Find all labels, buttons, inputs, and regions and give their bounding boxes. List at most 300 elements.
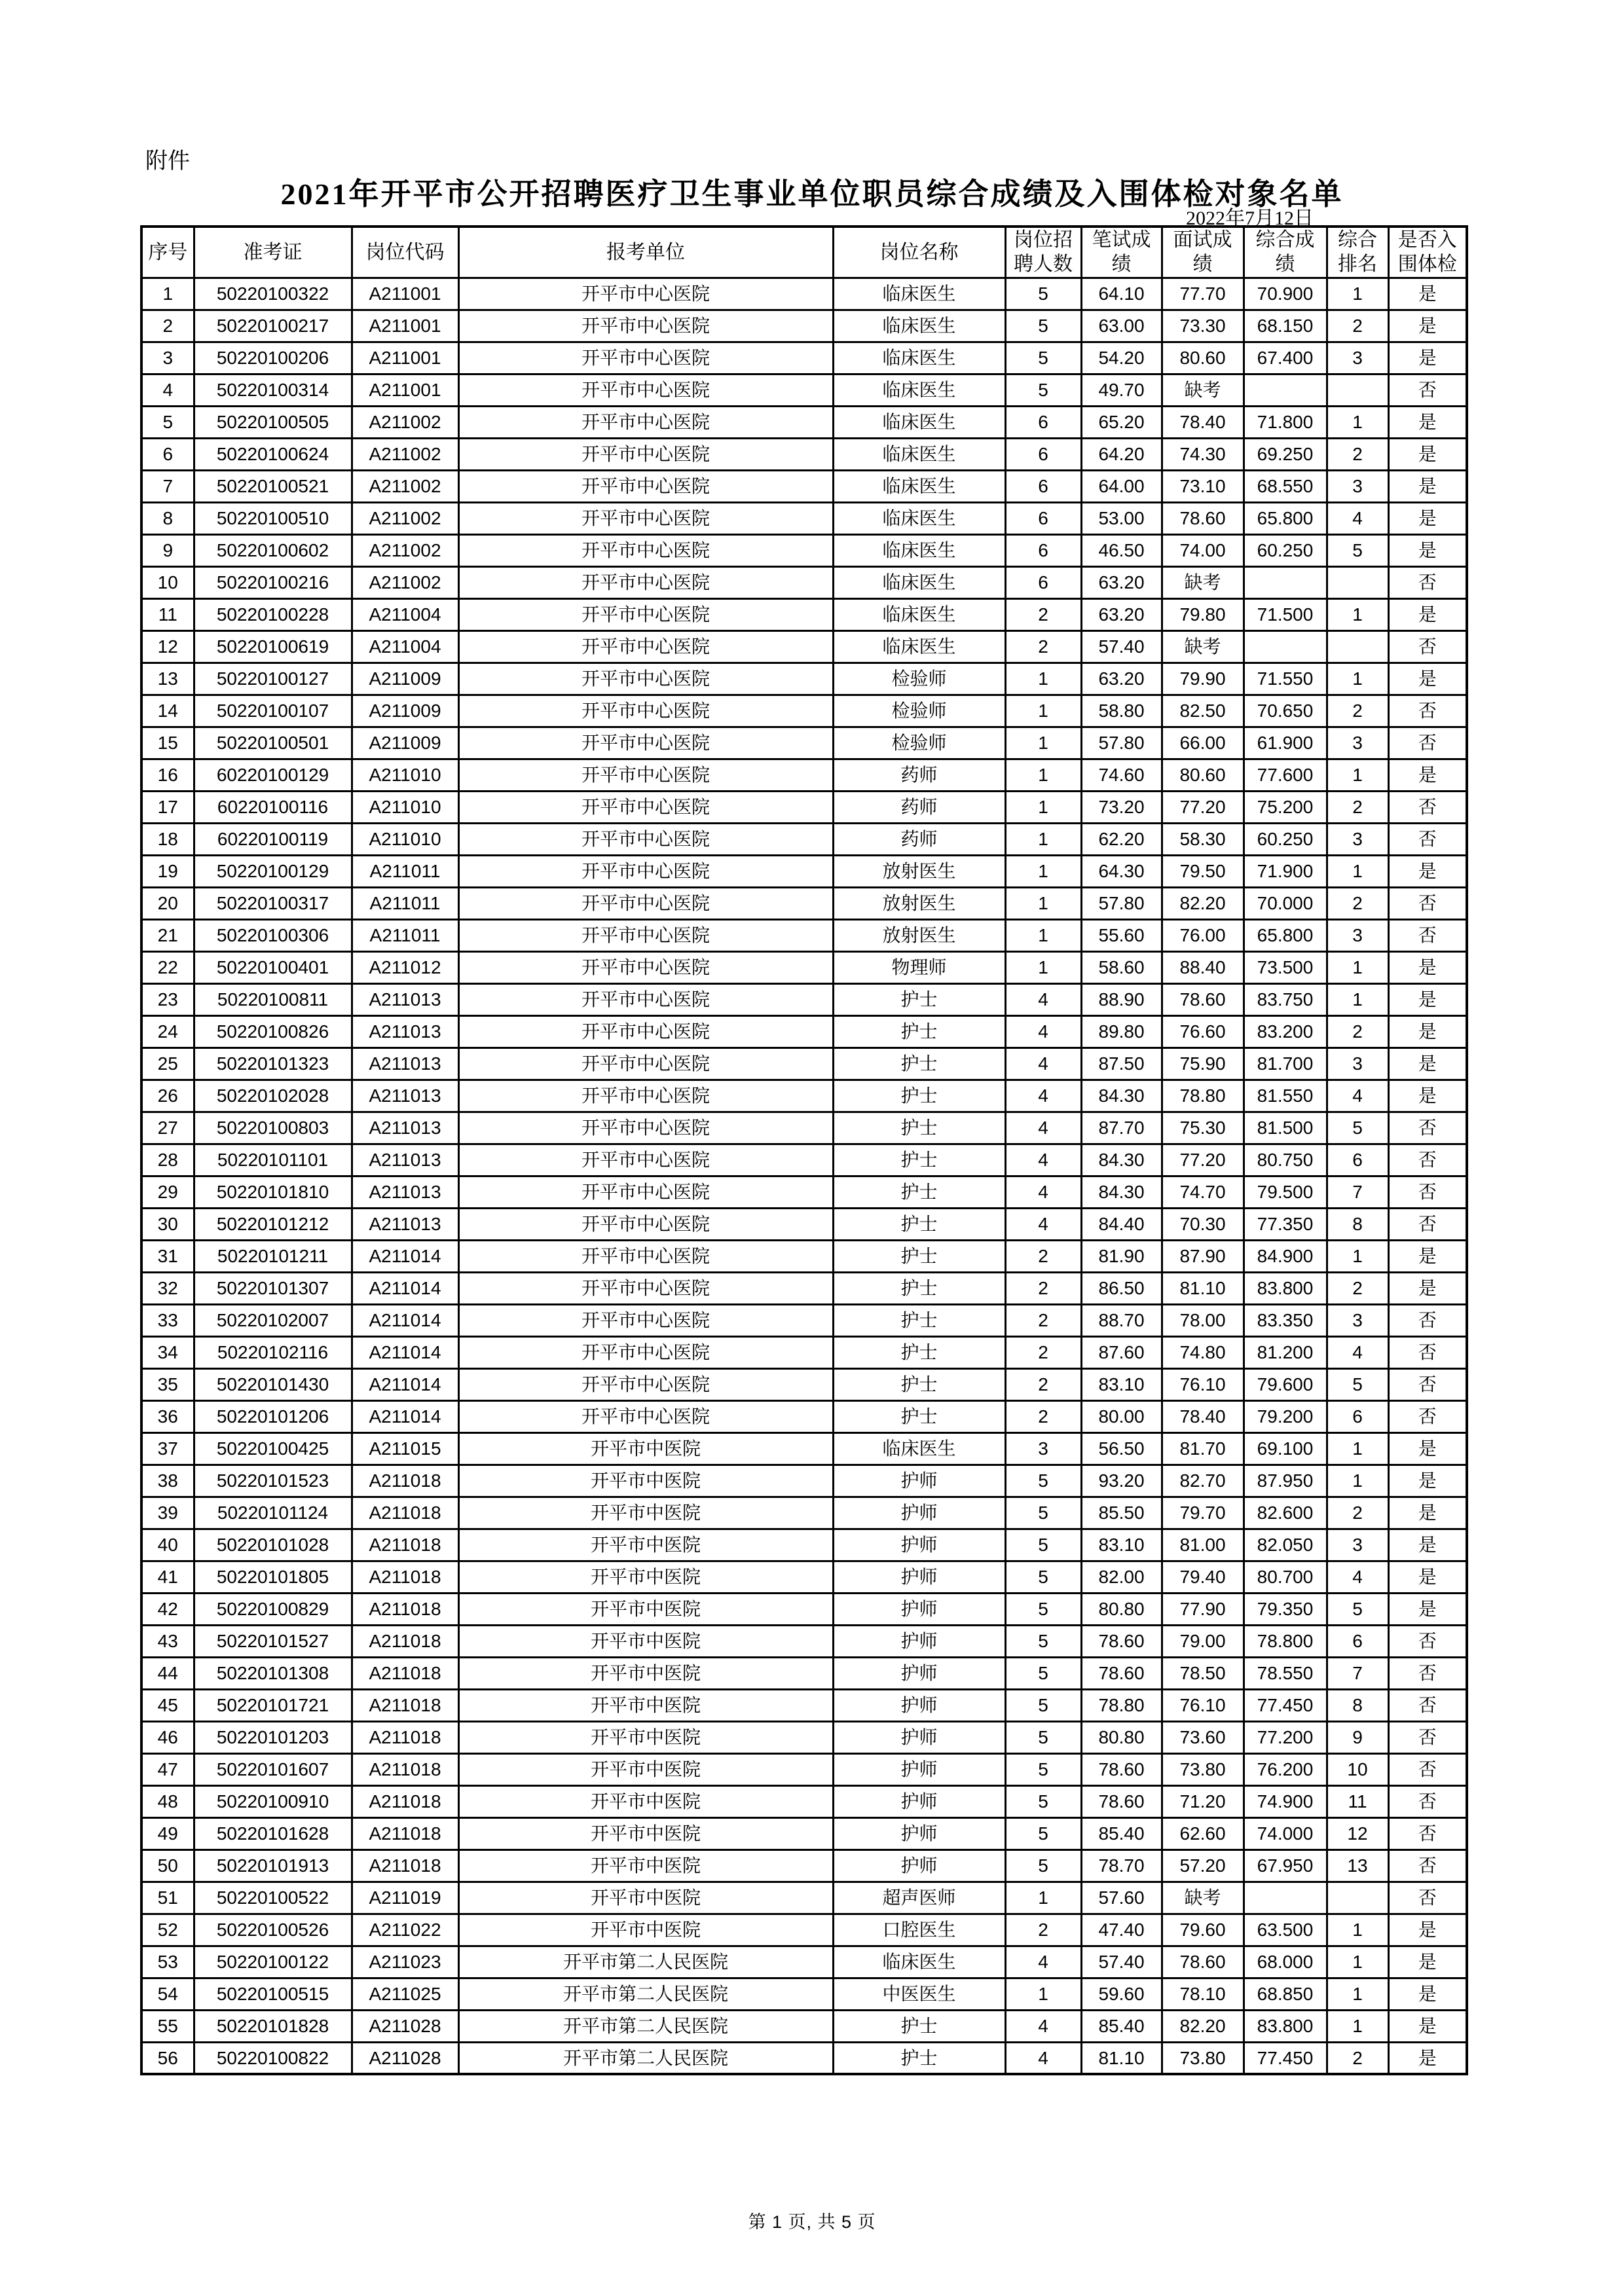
table-cell: 22 [141, 951, 194, 983]
table-cell: 1 [1327, 406, 1388, 438]
table-row [141, 1689, 1467, 1721]
table-cell [1327, 566, 1388, 598]
table-cell: 5 [1005, 1529, 1081, 1561]
table-cell: 5 [1005, 1593, 1081, 1625]
table-cell: 57.40 [1081, 630, 1162, 663]
table-cell: 12 [1327, 1817, 1388, 1850]
table-cell: 护师 [833, 1465, 1005, 1497]
table-cell: 否 [1388, 1336, 1467, 1368]
table-cell: A211013 [352, 1144, 458, 1176]
table-cell: 58.80 [1081, 695, 1162, 727]
table-cell: 79.00 [1162, 1625, 1244, 1657]
table-cell: 76.00 [1162, 919, 1244, 951]
table-cell: 1 [1005, 823, 1081, 855]
table-cell: 开平市中心医院 [458, 663, 833, 695]
table-cell: 超声医师 [833, 1882, 1005, 1914]
table-cell: 开平市中心医院 [458, 823, 833, 855]
table-cell: 53.00 [1081, 502, 1162, 534]
table-cell: A211028 [352, 2010, 458, 2042]
table-cell: 81.90 [1081, 1240, 1162, 1272]
table-cell: 护师 [833, 1689, 1005, 1721]
table-cell: 临床医生 [833, 1946, 1005, 1978]
table-cell: 82.600 [1244, 1497, 1327, 1529]
table-cell: 是 [1388, 855, 1467, 887]
table-cell: 50220100216 [194, 566, 352, 598]
table-cell: 2 [1005, 1240, 1081, 1272]
table-cell: A211001 [352, 374, 458, 406]
table-cell: A211019 [352, 1882, 458, 1914]
table-cell: 84.30 [1081, 1176, 1162, 1208]
table-cell: 5 [1005, 1465, 1081, 1497]
table-cell: 2 [1005, 598, 1081, 630]
table-cell: A211018 [352, 1657, 458, 1689]
table-cell: 74.60 [1081, 759, 1162, 791]
table-cell: 2 [1005, 630, 1081, 663]
table-cell: 2 [1327, 2042, 1388, 2074]
table-row [141, 374, 1467, 406]
table-cell: 开平市第二人民医院 [458, 1978, 833, 2010]
table-cell: 57.40 [1081, 1946, 1162, 1978]
table-cell: 77.600 [1244, 759, 1327, 791]
table-cell: 开平市中医院 [458, 1721, 833, 1753]
table-cell: 84.40 [1081, 1208, 1162, 1240]
table-cell: 是 [1388, 502, 1467, 534]
table-cell: A211004 [352, 630, 458, 663]
table-cell: 39 [141, 1497, 194, 1529]
table-cell: 开平市中心医院 [458, 566, 833, 598]
table-cell: 55 [141, 2010, 194, 2042]
table-cell: 是 [1388, 342, 1467, 374]
table-cell: 50220101206 [194, 1400, 352, 1432]
table-cell: 60.250 [1244, 534, 1327, 566]
table-cell: 63.500 [1244, 1914, 1327, 1946]
table-cell: A211014 [352, 1304, 458, 1336]
table-cell: 23 [141, 983, 194, 1015]
table-cell: 80.60 [1162, 759, 1244, 791]
table-cell: 83.800 [1244, 2010, 1327, 2042]
date-label: 2022年7月12日 [1186, 208, 1314, 229]
table-cell: 76.60 [1162, 1015, 1244, 1048]
table-row [141, 1946, 1467, 1978]
table-cell: 70.650 [1244, 695, 1327, 727]
table-cell: A211002 [352, 534, 458, 566]
table-cell: 是 [1388, 1465, 1467, 1497]
table-cell: 83.800 [1244, 1272, 1327, 1304]
table-cell: 58.60 [1081, 951, 1162, 983]
table-cell: 84.900 [1244, 1240, 1327, 1272]
table-cell: 是 [1388, 1978, 1467, 2010]
table-cell: 61.900 [1244, 727, 1327, 759]
table-cell: 77.20 [1162, 791, 1244, 823]
table-cell: 4 [1005, 1208, 1081, 1240]
table-cell: A211009 [352, 727, 458, 759]
column-header: 综合成绩 [1244, 227, 1327, 278]
table-cell: 4 [1005, 1048, 1081, 1080]
table-cell: 2 [1005, 1304, 1081, 1336]
table-cell: 开平市中心医院 [458, 438, 833, 470]
table-cell: 65.800 [1244, 502, 1327, 534]
table-cell: 50220100306 [194, 919, 352, 951]
table-cell: 73.80 [1162, 2042, 1244, 2074]
table-cell [1244, 630, 1327, 663]
table-cell: 1 [1005, 855, 1081, 887]
table-cell: 是 [1388, 1529, 1467, 1561]
table-cell: 74.000 [1244, 1817, 1327, 1850]
table-cell: 59.60 [1081, 1978, 1162, 2010]
table-cell: 1 [1005, 791, 1081, 823]
table-row [141, 2010, 1467, 2042]
table-cell: 5 [141, 406, 194, 438]
table-cell: 临床医生 [833, 310, 1005, 342]
table-cell: 开平市中心医院 [458, 983, 833, 1015]
table-cell: 50220100602 [194, 534, 352, 566]
table-cell: 50220100501 [194, 727, 352, 759]
table-row [141, 1561, 1467, 1593]
table-cell: 口腔医生 [833, 1914, 1005, 1946]
table-cell: 47 [141, 1753, 194, 1785]
table-cell: 否 [1388, 1689, 1467, 1721]
table-cell: 开平市中心医院 [458, 1336, 833, 1368]
table-cell: 25 [141, 1048, 194, 1080]
table-cell: 54 [141, 1978, 194, 2010]
table-cell: 1 [1327, 759, 1388, 791]
table-cell: 62.60 [1162, 1817, 1244, 1850]
table-row [141, 1753, 1467, 1785]
table-cell: 21 [141, 919, 194, 951]
table-cell: 78.60 [1081, 1785, 1162, 1817]
table-cell: 60220100119 [194, 823, 352, 855]
column-header: 岗位招聘人数 [1005, 227, 1081, 278]
table-cell: 4 [1005, 1144, 1081, 1176]
table-cell: 66.00 [1162, 727, 1244, 759]
table-cell: 13 [141, 663, 194, 695]
table-cell: 6 [141, 438, 194, 470]
table-cell: 否 [1388, 374, 1467, 406]
table-cell: A211002 [352, 406, 458, 438]
table-cell: 是 [1388, 598, 1467, 630]
table-cell: A211011 [352, 887, 458, 919]
table-cell: 80.750 [1244, 1144, 1327, 1176]
table-row [141, 983, 1467, 1015]
table-cell: 5 [1005, 1689, 1081, 1721]
table-cell: 69.100 [1244, 1432, 1327, 1465]
table-cell: 67.400 [1244, 342, 1327, 374]
table-cell: 55.60 [1081, 919, 1162, 951]
table-cell: 20 [141, 887, 194, 919]
table-cell: 5 [1005, 1497, 1081, 1529]
table-cell: 68.000 [1244, 1946, 1327, 1978]
table-cell: 缺考 [1162, 374, 1244, 406]
table-cell: 89.80 [1081, 1015, 1162, 1048]
table-cell: 护士 [833, 1336, 1005, 1368]
table-cell: 护士 [833, 1144, 1005, 1176]
table-cell: 临床医生 [833, 566, 1005, 598]
table-cell: 86.50 [1081, 1272, 1162, 1304]
table-cell: 93.20 [1081, 1465, 1162, 1497]
table-cell: 50220100515 [194, 1978, 352, 2010]
table-cell: 76.10 [1162, 1368, 1244, 1400]
table-cell: 检验师 [833, 663, 1005, 695]
table-cell: 临床医生 [833, 342, 1005, 374]
table-cell: 9 [1327, 1721, 1388, 1753]
table-cell: 是 [1388, 1914, 1467, 1946]
table-cell: 80.80 [1081, 1593, 1162, 1625]
table-cell: 30 [141, 1208, 194, 1240]
table-cell: 护士 [833, 1112, 1005, 1144]
table-cell: 开平市第二人民医院 [458, 2042, 833, 2074]
table-cell: 4 [1005, 1112, 1081, 1144]
table-cell: 1 [1327, 1465, 1388, 1497]
table-cell: A211013 [352, 1015, 458, 1048]
column-header: 是否入围体检 [1388, 227, 1467, 278]
table-cell: 护士 [833, 1368, 1005, 1400]
table-cell: 4 [1327, 1080, 1388, 1112]
table-cell: 护师 [833, 1497, 1005, 1529]
table-cell: 临床医生 [833, 374, 1005, 406]
table-cell: 35 [141, 1368, 194, 1400]
table-cell: 64.10 [1081, 278, 1162, 310]
table-cell: 3 [1327, 342, 1388, 374]
table-cell: 1 [1327, 663, 1388, 695]
table-row [141, 1978, 1467, 2010]
table-cell: 87.950 [1244, 1465, 1327, 1497]
table-cell: 50220100510 [194, 502, 352, 534]
table-cell: 77.450 [1244, 2042, 1327, 2074]
table-cell: 是 [1388, 470, 1467, 502]
table-cell: 60220100129 [194, 759, 352, 791]
table-cell: 70.000 [1244, 887, 1327, 919]
table-cell: A211012 [352, 951, 458, 983]
table-cell: 79.350 [1244, 1593, 1327, 1625]
table-cell: 48 [141, 1785, 194, 1817]
table-cell: 开平市中医院 [458, 1882, 833, 1914]
table-cell: 26 [141, 1080, 194, 1112]
table-cell: 13 [1327, 1850, 1388, 1882]
table-cell: A211002 [352, 470, 458, 502]
table-cell: 是 [1388, 1432, 1467, 1465]
table-cell: 检验师 [833, 695, 1005, 727]
table-cell: 50220101721 [194, 1689, 352, 1721]
table-cell: 1 [1005, 759, 1081, 791]
table-cell: 60220100116 [194, 791, 352, 823]
table-cell: 75.200 [1244, 791, 1327, 823]
table-row [141, 566, 1467, 598]
table-cell: 77.450 [1244, 1689, 1327, 1721]
table-cell: 2 [1005, 1336, 1081, 1368]
table-cell: 27 [141, 1112, 194, 1144]
table-cell: 5 [1005, 1785, 1081, 1817]
table-cell: 79.40 [1162, 1561, 1244, 1593]
table-cell: 5 [1005, 1753, 1081, 1785]
table-cell: 50220101308 [194, 1657, 352, 1689]
table-cell: 2 [1327, 1497, 1388, 1529]
table-cell: 1 [1327, 1432, 1388, 1465]
table-cell: 43 [141, 1625, 194, 1657]
table-cell: 78.60 [1162, 983, 1244, 1015]
table-cell: 物理师 [833, 951, 1005, 983]
table-cell: 3 [1327, 919, 1388, 951]
table-cell: 开平市中心医院 [458, 1272, 833, 1304]
table-cell: 81.10 [1081, 2042, 1162, 2074]
table-row [141, 727, 1467, 759]
table-cell: 开平市中医院 [458, 1593, 833, 1625]
table-cell: 开平市中心医院 [458, 887, 833, 919]
table-cell: A211014 [352, 1272, 458, 1304]
table-cell: 50220101805 [194, 1561, 352, 1593]
table-cell: 71.900 [1244, 855, 1327, 887]
table-cell: 50220100425 [194, 1432, 352, 1465]
table-row [141, 1465, 1467, 1497]
table-row [141, 1497, 1467, 1529]
table-cell: 是 [1388, 310, 1467, 342]
table-cell: 5 [1327, 534, 1388, 566]
table-cell: 护士 [833, 1048, 1005, 1080]
table-cell: 79.70 [1162, 1497, 1244, 1529]
table-cell: 65.20 [1081, 406, 1162, 438]
table-cell: 开平市中心医院 [458, 470, 833, 502]
table-cell: 1 [1005, 919, 1081, 951]
table-cell: 开平市中心医院 [458, 1144, 833, 1176]
table-cell: 开平市中心医院 [458, 791, 833, 823]
table-row [141, 1432, 1467, 1465]
table-cell: 74.900 [1244, 1785, 1327, 1817]
table-cell: 护师 [833, 1785, 1005, 1817]
table-cell: 78.60 [1162, 502, 1244, 534]
table-cell: 50220101307 [194, 1272, 352, 1304]
table-cell: 78.80 [1081, 1689, 1162, 1721]
table-cell: 57.80 [1081, 727, 1162, 759]
table-cell: 开平市中医院 [458, 1625, 833, 1657]
table-cell: 78.50 [1162, 1657, 1244, 1689]
table-cell: 50220100521 [194, 470, 352, 502]
table-row [141, 534, 1467, 566]
table-cell: 1 [1005, 1882, 1081, 1914]
table-row [141, 1144, 1467, 1176]
table-cell: 10 [141, 566, 194, 598]
table-cell: 16 [141, 759, 194, 791]
table-cell: 开平市第二人民医院 [458, 1946, 833, 1978]
table-cell: 65.800 [1244, 919, 1327, 951]
table-cell: 2 [1005, 1914, 1081, 1946]
table-cell: 50220100619 [194, 630, 352, 663]
table-cell: 4 [1005, 1946, 1081, 1978]
table-cell: 是 [1388, 534, 1467, 566]
table-cell: 开平市中医院 [458, 1465, 833, 1497]
table-cell: 57.80 [1081, 887, 1162, 919]
table-cell: A211013 [352, 983, 458, 1015]
table-cell: 78.60 [1081, 1657, 1162, 1689]
table-cell: 开平市第二人民医院 [458, 2010, 833, 2042]
table-cell: 50220100228 [194, 598, 352, 630]
table-cell: 64.00 [1081, 470, 1162, 502]
table-cell: 否 [1388, 887, 1467, 919]
table-cell: A211018 [352, 1529, 458, 1561]
table-cell: A211010 [352, 759, 458, 791]
table-cell: 64.30 [1081, 855, 1162, 887]
table-cell: A211018 [352, 1785, 458, 1817]
table-cell: 88.90 [1081, 983, 1162, 1015]
table-cell: 开平市中心医院 [458, 1368, 833, 1400]
table-cell: 82.050 [1244, 1529, 1327, 1561]
column-header: 笔试成绩 [1081, 227, 1162, 278]
table-cell: 1 [1005, 663, 1081, 695]
table-cell: 50220102007 [194, 1304, 352, 1336]
table-cell: 76.10 [1162, 1689, 1244, 1721]
table-cell: 81.550 [1244, 1080, 1327, 1112]
table-cell: 5 [1005, 310, 1081, 342]
table-cell: 开平市中医院 [458, 1497, 833, 1529]
table-cell: 开平市中心医院 [458, 1400, 833, 1432]
table-row [141, 1400, 1467, 1432]
column-header: 序号 [141, 227, 194, 278]
table-cell: 78.10 [1162, 1978, 1244, 2010]
table-row [141, 1080, 1467, 1112]
table-cell: 开平市中医院 [458, 1914, 833, 1946]
table-cell: 开平市中医院 [458, 1850, 833, 1882]
table-cell: 74.70 [1162, 1176, 1244, 1208]
table-cell: 79.500 [1244, 1176, 1327, 1208]
table-cell: 中医医生 [833, 1978, 1005, 2010]
table-cell: 50220101828 [194, 2010, 352, 2042]
table-cell: 73.80 [1162, 1753, 1244, 1785]
table-cell: 70.30 [1162, 1208, 1244, 1240]
table-cell: 5 [1005, 1625, 1081, 1657]
table-cell: 45 [141, 1689, 194, 1721]
table-cell: 50220100217 [194, 310, 352, 342]
table-cell: 50220100122 [194, 1946, 352, 1978]
table-cell: 是 [1388, 983, 1467, 1015]
table-row [141, 887, 1467, 919]
table-cell: 否 [1388, 1368, 1467, 1400]
table-cell: 否 [1388, 1817, 1467, 1850]
table-cell: 6 [1005, 534, 1081, 566]
table-cell: A211009 [352, 663, 458, 695]
table-cell: 82.20 [1162, 2010, 1244, 2042]
table-cell: 84.30 [1081, 1080, 1162, 1112]
page-title: 2021年开平市公开招聘医疗卫生事业单位职员综合成绩及入围体检对象名单 [280, 177, 1344, 211]
table-cell: 缺考 [1162, 630, 1244, 663]
table-cell: 否 [1388, 919, 1467, 951]
table-cell: 79.50 [1162, 855, 1244, 887]
table-cell: 护士 [833, 1080, 1005, 1112]
table-cell: 护士 [833, 1240, 1005, 1272]
table-cell: 开平市中心医院 [458, 598, 833, 630]
table-cell: 临床医生 [833, 534, 1005, 566]
results-table [140, 225, 1468, 2075]
table-cell: 50220100526 [194, 1914, 352, 1946]
table-cell: 28 [141, 1144, 194, 1176]
table-cell [1327, 630, 1388, 663]
table-cell: 3 [1327, 823, 1388, 855]
table-cell: 5 [1005, 1817, 1081, 1850]
table-cell: 50220100129 [194, 855, 352, 887]
table-cell: 护士 [833, 983, 1005, 1015]
table-cell: 开平市中心医院 [458, 534, 833, 566]
table-cell: 40 [141, 1529, 194, 1561]
table-cell: 开平市中心医院 [458, 310, 833, 342]
table-cell: 58.30 [1162, 823, 1244, 855]
table-cell: 29 [141, 1176, 194, 1208]
table-cell: 护士 [833, 2042, 1005, 2074]
table-cell: 77.70 [1162, 278, 1244, 310]
table-cell: 81.10 [1162, 1272, 1244, 1304]
table-cell: 80.00 [1081, 1400, 1162, 1432]
table-cell: 5 [1005, 1721, 1081, 1753]
table-cell: 50220101101 [194, 1144, 352, 1176]
column-header: 岗位代码 [352, 227, 458, 278]
table-cell: 3 [1327, 1048, 1388, 1080]
table-cell: 82.50 [1162, 695, 1244, 727]
